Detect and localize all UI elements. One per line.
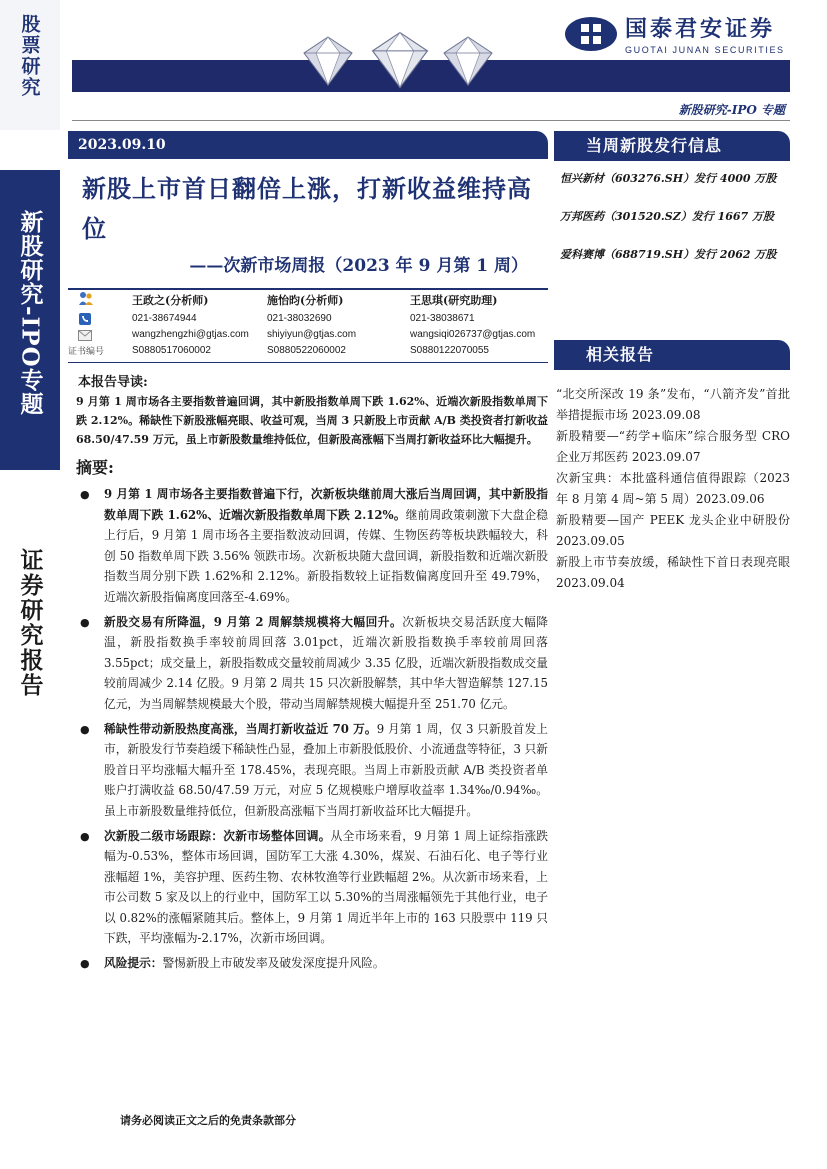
authors-bottom-divider — [68, 362, 548, 363]
bullet-lead: 次新股二级市场跟踪：次新市场整体回调。 — [104, 828, 331, 843]
bullet-body: 警惕新股上市破发率及破发深度提升风险。 — [162, 956, 385, 971]
sidebar-middle-label: 新股研究-IPO专题 — [16, 210, 44, 416]
bullet-icon: ● — [80, 615, 90, 629]
ipo-item: 爱科赛博（688719.SH）发行 2062 万股 — [560, 248, 777, 261]
author-phone: 021-38038671 — [410, 313, 475, 324]
list-item — [68, 612, 548, 715]
diamond-icon — [440, 33, 496, 89]
author-name: 王思琪(研究助理) — [410, 294, 498, 307]
author-name: 施怡昀(分析师) — [267, 294, 344, 307]
related-report-link[interactable]: 新股上市节奏放缓，稀缺性下首日表现亮眼 2023.09.04 — [556, 555, 790, 590]
author-cert: S0880517060002 — [132, 345, 211, 356]
related-report-link[interactable]: 新股精要—国产 PEEK 龙头企业中研股份 2023.09.05 — [556, 513, 790, 548]
right-column — [554, 131, 790, 594]
guide-text: 9 月第 1 周市场各主要指数普遍回调，其中新股指数单周下跌 1.62%、近端次新股指数单周下跌 2.12%。稀缺性下新股涨幅亮眼、收益可观，当周 3 只新股上市贡献 A/B 类投资者打新收益 68.50/47.59 万元，虽上市新股数量维持低位，但新股高涨幅下当周打新收益环比大幅提升。 — [76, 395, 548, 446]
bullet-icon: ● — [80, 829, 90, 843]
ipo-list — [554, 169, 790, 264]
brand-logo — [563, 12, 785, 55]
bullet-icon: ● — [80, 957, 90, 971]
sidebar-top — [0, 0, 60, 132]
list-item — [68, 826, 548, 950]
authors-table — [68, 290, 548, 359]
list-item — [68, 953, 548, 974]
bullet-body: 从全市场来看，9 月第 1 周上证综指涨跌幅为-0.53%，整体市场回调，国防军工大涨 4.30%，煤炭、石油石化、电子等行业涨幅超 1%，美容护理、医药生物、农林牧渔等行业跌幅超 2%。从次新市场来看，上市公司数 5 家及以上的行业中，国防军工以 5.30%的当周涨幅领先于其他行业，电子以 0.82%的涨幅紧随其后。整体上，9 月第 1 周近半年上市的 163 只股票中 119 只下跌，平均涨幅为-2.17%，次新市场回调。 — [104, 828, 548, 946]
left-sidebar — [0, 0, 60, 1169]
guide-title: 本报告导读: — [78, 375, 148, 390]
report-date: 2023.09.10 — [68, 131, 548, 159]
bullet-lead: 9 月第 1 周市场各主要指数普遍下行，次新板块继前周大涨后当周回调，其中新股指数单周下跌 1.62%、近端次新股指数单周下跌 2.12%。 — [104, 487, 548, 522]
report-subject: 新股研究-IPO 专题 — [678, 103, 785, 117]
sidebar-bottom — [0, 540, 60, 700]
brand-name-cn: 国泰君安证券 — [625, 17, 776, 42]
ipo-item: 万邦医药（301520.SZ）发行 1667 万股 — [560, 210, 774, 223]
bullet-body: 9 月第 1 周，仅 3 只新股首发上市，新股发行节奏趋缓下稀缺性凸显，叠加上市新股低股价、小流通盘等特征，3 只新股首日平均涨幅大幅升至 178.45%，表现亮眼。当周上市新股贡献 A/B 类投资者单账户打满收益 68.50/47.59 万元，对应 5 亿规模账户增厚收益率 1.34‰/0.94‰。虽上市新股数量维持低位，但新股高涨幅下当周打新收益环比大幅提升。 — [104, 721, 548, 818]
ipo-section-title: 当周新股发行信息 — [554, 131, 790, 161]
related-report-link[interactable]: “北交所深改 19 条”发布，“八箭齐发”首批举措提振市场 2023.09.08 — [556, 387, 790, 422]
report-title — [68, 169, 548, 249]
bullet-body: 继前周政策刺激下大盘企稳上行后，9 月第 1 周市场各主要指数波动回调，传媒、生物医药等板块跌幅较大，科创 50 指数单周下跌 3.56% 领跌市场。次新板块随大盘回调，新股指数和近端次新股指数当周分别下跌 1.62%和 2.12%。新股指数较上证指数偏离度回升至 49.79%，近端次新股指偏离度回落至-4.69%。 — [104, 507, 548, 604]
summary-list — [68, 484, 548, 974]
ipo-item: 恒兴新材（603276.SH）发行 4000 万股 — [560, 172, 777, 185]
report-title-line1: 新股上市首日翻倍上涨，打新收益维持高 — [82, 174, 532, 203]
sidebar-top-label: 股票研究 — [18, 14, 41, 98]
author-email[interactable]: wangsiqi026737@gtjas.com — [410, 329, 536, 340]
list-item — [68, 484, 548, 608]
bullet-lead: 稀缺性带动新股热度高涨，当周打新收益近 70 万。 — [104, 721, 377, 736]
brand-name-en: GUOTAI JUNAN SECURITIES — [625, 45, 785, 55]
header-divider — [72, 120, 790, 121]
author-phone: 021-38032690 — [267, 313, 332, 324]
envelope-icon — [78, 330, 92, 341]
summary-title: 摘要: — [76, 458, 114, 477]
bullet-lead: 新股交易有所降温，9 月第 2 周解禁规模将大幅回升。 — [104, 614, 403, 629]
bullet-icon: ● — [80, 722, 90, 736]
related-report-link[interactable]: 新股精要—“药学+临床”综合服务型 CRO 企业万邦医药 2023.09.07 — [556, 429, 790, 464]
report-title-line2: 位 — [82, 214, 107, 243]
report-subtitle: ——次新市场周报（2023 年 9 月第 1 周） — [189, 256, 528, 276]
author-email[interactable]: wangzhengzhi@gtjas.com — [132, 329, 249, 340]
bullet-lead: 风险提示： — [104, 956, 163, 971]
brand-logo-icon — [563, 15, 619, 53]
author-cert: S0880522060002 — [267, 345, 346, 356]
list-item — [68, 719, 548, 822]
main-column — [68, 131, 548, 978]
author-phone: 021-38674944 — [132, 313, 197, 324]
author-cert: S0880122070055 — [410, 345, 489, 356]
related-list — [554, 384, 790, 594]
sidebar-bottom-label: 证券研究报告 — [16, 548, 44, 698]
phone-icon — [78, 312, 92, 326]
related-report-link[interactable]: 次新宝典：本批盛科通信值得跟踪（2023 年 8 月第 4 周~第 5 周）2023.09.06 — [556, 471, 790, 506]
people-icon — [78, 290, 94, 306]
author-email[interactable]: shiyiyun@gtjas.com — [267, 329, 357, 340]
diamond-icon — [300, 33, 356, 89]
diamond-icon — [368, 28, 432, 92]
author-name: 王政之(分析师) — [132, 294, 209, 307]
cert-label: 证书编号 — [68, 346, 105, 356]
sidebar-middle — [0, 170, 60, 470]
bullet-icon: ● — [80, 488, 90, 501]
related-section-title: 相关报告 — [554, 340, 790, 370]
bullet-body: 次新板块交易活跃度大幅降温，新股指数换手率较前周回落 3.01pct，近端次新股指数换手率较前周回落 3.55pct；成交量上，新股指数成交量较前周减少 3.35 亿股，近端次新股指数成交量较前周减少 2.14 亿股。9 月第 2 周共 15 只次新股解禁，其中华大智造解禁 127.15 亿元，为当周解禁规模最大个股，带动当周解禁规模大幅提升至 251.70 亿元。 — [104, 614, 548, 711]
disclaimer-note: 请务必阅读正文之后的免责条款部分 — [120, 1114, 296, 1127]
